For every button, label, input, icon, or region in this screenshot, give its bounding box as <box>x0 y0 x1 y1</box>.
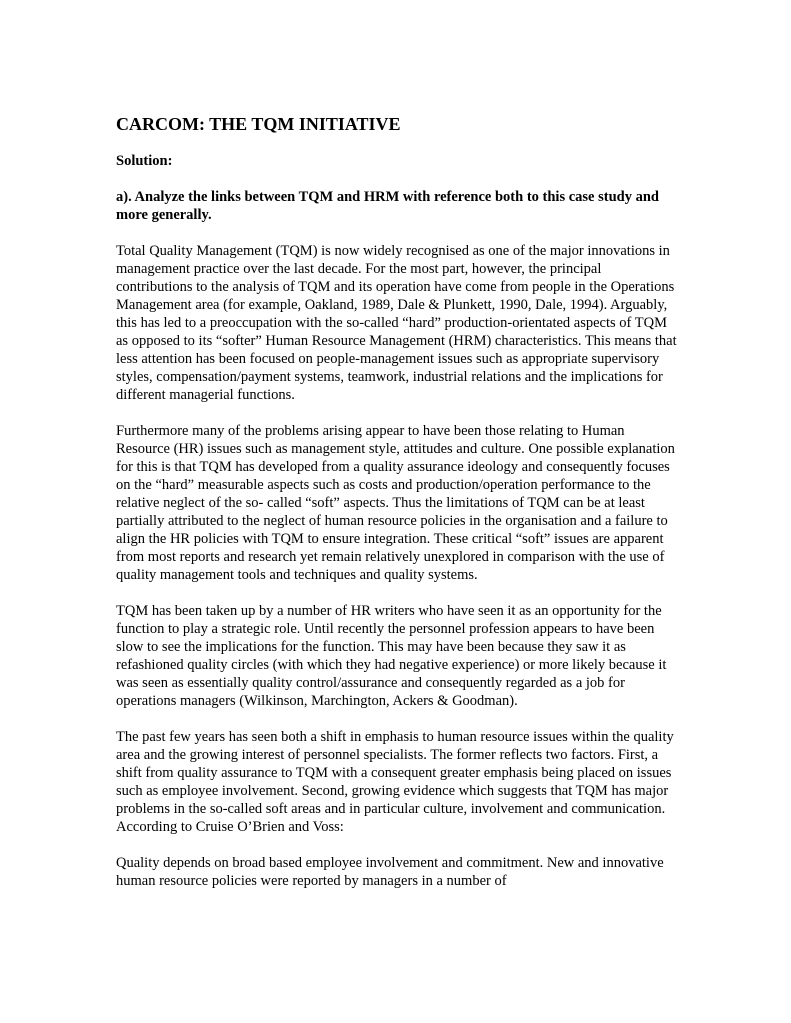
paragraph: Total Quality Management (TQM) is now widely recognised as one of the major innovations in management practice over the last decade. For the most part, however, the principal contributions to the analysis of TQM and its operation have come from people in the Operations Management area (for example, Oakland, 1989, Dale & Plunkett, 1990, Dale, 1994). Arguably, this has led to a preoccupation with the so-called “hard” production-orientated aspects of TQM as opposed to its “softer” Human Resource Management (HRM) characteristics. This means that less attention has been focused on people-management issues such as appropriate supervisory styles, compensation/payment systems, teamwork, industrial relations and the implications for different managerial functions. <box>116 243 677 403</box>
question-heading: a). Analyze the links between TQM and HRM with reference both to this case study and more generally. <box>116 189 659 223</box>
paragraph: Quality depends on broad based employee involvement and commitment. New and innovative human resource policies were reported by managers in a number of <box>116 855 664 889</box>
paragraph: The past few years has seen both a shift in emphasis to human resource issues within the quality area and the growing interest of personnel specialists. The former reflects two factors. First, a shift from quality assurance to TQM with a consequent greater emphasis being placed on issues such as employee involvement. Second, growing evidence which suggests that TQM has major problems in the so-called soft areas and in particular culture, involvement and communication. According to Cruise O’Brien and Voss: <box>116 729 674 835</box>
solution-label: Solution: <box>116 153 173 169</box>
paragraph: TQM has been taken up by a number of HR writers who have seen it as an opportunity for the function to play a strategic role. Until recently the personnel profession appears to have been slow to see the implications for the function. This may have been because they saw it as refashioned quality circles (with which they had negative experience) or more likely because it was seen as essentially quality control/assurance and consequently regarded as a job for operations managers (Wilkinson, Marchington, Ackers & Goodman). <box>116 603 667 709</box>
document-title: CARCOM: THE TQM INITIATIVE <box>116 114 401 134</box>
document-page <box>116 112 678 908</box>
paragraph: Furthermore many of the problems arising appear to have been those relating to Human Resource (HR) issues such as management style, attitudes and culture. One possible explanation for this is that TQM has developed from a quality assurance ideology and consequently focuses on the “hard” measurable aspects such as costs and production/operation performance to the relative neglect of the so- called “soft” aspects. Thus the limitations of TQM can be at least partially attributed to the neglect of human resource policies in the organisation and a failure to align the HR policies with TQM to ensure integration. These critical “soft” issues are apparent from most reports and research yet remain relatively unexplored in comparison with the use of quality management tools and techniques and quality systems. <box>116 423 675 583</box>
